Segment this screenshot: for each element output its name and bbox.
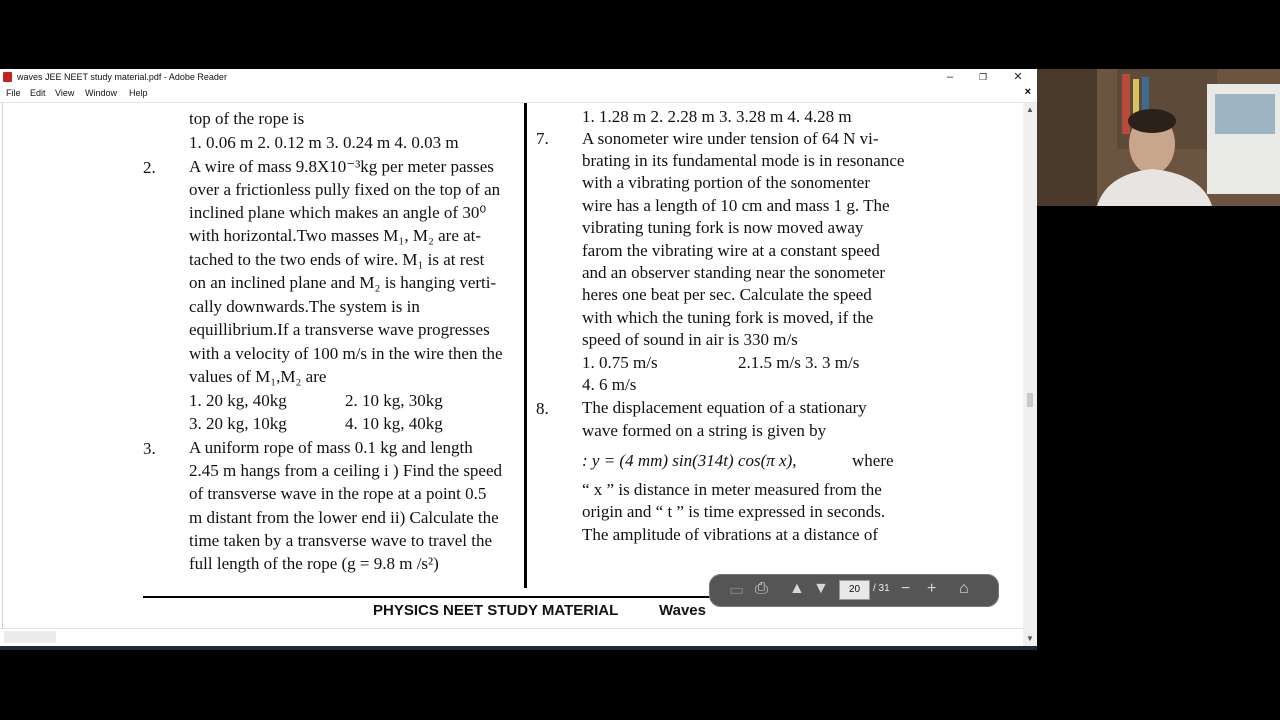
footer-chapter: Waves [659,602,706,619]
window-title: waves JEE NEET study material.pdf - Adobe Reader [17,72,227,82]
q3-line: m distant from the lower end ii) Calculate the [189,508,499,527]
q7-line: heres one beat per sec. Calculate the speed [582,285,872,304]
hscroll-thumb[interactable] [4,631,56,643]
scroll-up-icon[interactable]: ▲ [1026,105,1034,114]
question-number: 3. [143,439,156,458]
q2-option-1: 1. 20 kg, 40kg [189,391,287,410]
q8-equation: : y = (4 mm) sin(314t) cos(π x), [582,451,797,470]
q3-line: 2.45 m hangs from a ceiling i ) Find the speed [189,461,503,480]
q7-option-2-3: 2.1.5 m/s 3. 3 m/s [738,353,860,372]
footer-title: PHYSICS NEET STUDY MATERIAL [373,602,619,619]
q2-option-4: 4. 10 kg, 40kg [345,414,443,433]
q3-line: full length of the rope (g = 9.8 m /s²) [189,554,439,573]
floating-page-toolbar [709,574,999,607]
q2-line: values of M₁,M₂ are [189,367,327,386]
pdf-page-view [0,103,1023,640]
q7-line: vibrating tuning fork is now moved away [582,218,864,237]
menu-file[interactable]: File [6,88,21,98]
webcam-feed-image [1037,69,1280,206]
question-number: 8. [536,399,549,418]
scroll-down-icon[interactable]: ▼ [1026,634,1034,643]
q7-line: wire has a length of 10 cm and mass 1 g. The [582,196,890,215]
menu-bar [0,86,1037,103]
page-number-input[interactable]: 20 [839,580,870,600]
q2-line: with a velocity of 100 m/s in the wire then the [189,344,503,363]
column-divider [524,103,527,588]
horizontal-scrollbar[interactable] [0,628,1023,647]
q2-line: over a frictionless pully fixed on the top of an [189,180,501,199]
close-document-icon[interactable]: × [1024,86,1031,98]
q7-line: A sonometer wire under tension of 64 N vi- [582,129,879,148]
page-edge [2,103,3,640]
q2-line: with horizontal.Two masses M₁, M₂ are at- [189,226,482,245]
next-page-icon[interactable]: ▼ [813,580,829,597]
q2-line: cally downwards.The system is in [189,297,420,316]
q7-option-4: 4. 6 m/s [582,375,637,394]
q2-line: tached to the two ends of wire. M₁ is at rest [189,250,485,269]
q8-line: The amplitude of vibrations at a distance of [582,525,878,544]
q2-option-3: 3. 20 kg, 10kg [189,414,287,433]
footer-rule [143,596,713,598]
vertical-scrollbar[interactable] [1023,103,1037,646]
menu-view[interactable]: View [55,88,75,98]
q8-line: origin and “ t ” is time expressed in seconds. [582,502,886,521]
menu-window[interactable]: Window [85,88,118,98]
q7-line: with a vibrating portion of the sonomenter [582,173,870,192]
title-bar [0,69,1037,86]
q8-where: where [852,451,894,470]
q3-line: time taken by a transverse wave to travel the [189,531,493,550]
home-icon[interactable]: ⌂ [959,580,969,597]
menu-help[interactable]: Help [129,88,148,98]
adobe-reader-window [0,69,1037,646]
restore-button[interactable]: ❐ [978,72,988,82]
q7-option-1: 1. 0.75 m/s [582,353,658,372]
q2-line: equillibrium.If a transverse wave progresses [189,320,490,339]
question-number: 2. [143,158,156,177]
menu-edit[interactable]: Edit [30,88,46,98]
adobe-reader-icon [3,72,12,82]
minimize-button[interactable]: – [946,71,954,83]
print-icon[interactable]: ⎙ [755,580,768,597]
q2-line: inclined plane which makes an angle of 30⁰ [189,203,487,222]
q3-line: of transverse wave in the rope at a point 0.5 [189,484,487,503]
taskbar-strip [0,646,1037,650]
q7-line: farom the vibrating wire at a constant speed [582,241,880,260]
q8-line: “ x ” is distance in meter measured from the [582,480,882,499]
q2-option-2: 2. 10 kg, 30kg [345,391,443,410]
q8-line: The displacement equation of a stationary [582,398,867,417]
page-total: / 31 [873,583,890,594]
text-line: top of the rope is [189,109,305,128]
q7-line: brating in its fundamental mode is in resonance [582,151,905,170]
scroll-thumb[interactable] [1027,393,1033,407]
q1-options: 1. 0.06 m 2. 0.12 m 3. 0.24 m 4. 0.03 m [189,133,459,152]
q7-line: speed of sound in air is 330 m/s [582,330,798,349]
q2-line: A wire of mass 9.8X10⁻³kg per meter passes [189,157,494,176]
save-icon[interactable]: ▭ [729,582,745,599]
q7-line: with which the tuning fork is moved, if the [582,308,874,327]
previous-page-icon[interactable]: ▲ [789,580,805,597]
zoom-in-icon[interactable]: + [927,580,937,597]
question-number: 7. [536,129,549,148]
webcam-overlay [1037,69,1280,206]
q6-options: 1. 1.28 m 2. 2.28 m 3. 3.28 m 4. 4.28 m [582,107,852,126]
q7-line: and an observer standing near the sonometer [582,263,886,282]
close-button[interactable]: ✕ [1013,71,1023,83]
q8-line: wave formed on a string is given by [582,421,827,440]
zoom-out-icon[interactable]: − [901,580,911,597]
q3-line: A uniform rope of mass 0.1 kg and length [189,438,473,457]
q2-line: on an inclined plane and M₂ is hanging verti- [189,273,497,292]
